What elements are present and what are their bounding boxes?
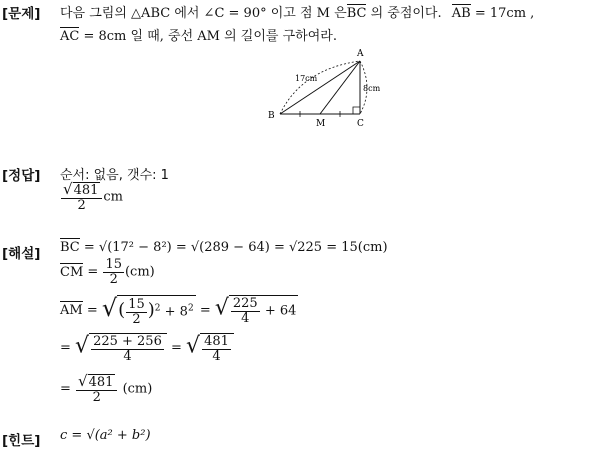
cm-numerator: 15 — [105, 257, 122, 272]
step-denominator-2: 4 — [212, 348, 221, 364]
median-am — [320, 61, 360, 114]
bc-label: BC — [60, 240, 80, 255]
answer-meta: 순서: 없음, 갯수: 1 — [60, 168, 169, 183]
step-numerator-2: 481 — [204, 334, 229, 349]
explanation-line-5: = $\frac{√481}{2}$ (cm) — [60, 372, 153, 405]
answer-radicand: 481 — [73, 183, 99, 198]
problem-question: = 8cm 일 때, 중선 AM 의 길이를 구하여라. — [79, 29, 337, 44]
step-sqrt-1: √ $\frac{225 + 256}{4}$ — [75, 333, 167, 363]
hint-tag: [힌트] — [2, 433, 41, 449]
bc-calculation: = √(17² − 8²) = √(289 − 64) = √225 = 15(cm) — [79, 240, 388, 255]
side-ab — [280, 61, 360, 114]
problem-text-end: 의 중점이다. — [366, 6, 442, 21]
final-radicand: 481 — [88, 375, 114, 390]
am-plus-term: + 8 — [164, 305, 188, 320]
vertex-m-label: M — [316, 119, 326, 129]
ab-length-label: 17cm — [295, 74, 318, 83]
am-sqrt-2: √ $\frac{225}{4}$ + 64 — [214, 295, 297, 326]
explanation-line-4: = √ $\frac{225 + 256}{4}$ = √ $\frac{481}{4}$ — [60, 333, 234, 363]
answer-denominator: 2 — [77, 197, 86, 213]
hint-formula: c = √(a² + b²) — [60, 428, 151, 443]
step-denominator: 4 — [123, 348, 132, 364]
vertex-a-label: A — [357, 49, 364, 59]
am-inner-numerator: 15 — [128, 297, 145, 313]
final-fraction: $\frac{√481}{2}$ — [76, 374, 117, 404]
answer-value — [60, 182, 123, 212]
problem-line-1 — [60, 2, 534, 21]
am-label: AM — [60, 302, 83, 318]
segment-bc: BC — [346, 6, 367, 21]
vertex-b-label: B — [268, 111, 275, 121]
cm-unit: (cm) — [124, 264, 155, 280]
ac-length-label: 8cm — [363, 84, 381, 93]
final-denominator: 2 — [92, 389, 101, 405]
cm-fraction — [103, 258, 124, 286]
am-inner-denominator: 2 — [132, 312, 141, 327]
cm-label: CM — [60, 264, 84, 280]
vertex-c-label: C — [357, 119, 364, 129]
right-angle-mark — [353, 107, 360, 114]
problem-text: 다음 그림의 △ABC 에서 ∠C = 90° 이고 점 M 은 — [60, 6, 347, 21]
ab-value: = 17cm , — [470, 6, 535, 21]
am-denominator: 4 — [241, 310, 250, 326]
segment-ac: AC — [60, 29, 80, 44]
triangle-figure — [262, 44, 392, 134]
explanation-line-3: AM = √( $\frac{15}{2}$ )$^2 + 8^2$ = √ $\frac{225}{4}$ + 64 — [60, 294, 297, 327]
answer-tag: [정답] — [2, 168, 41, 184]
final-unit: (cm) — [122, 381, 153, 397]
step-numerator: 225 + 256 — [93, 334, 162, 349]
am-plus-64: + 64 — [264, 303, 297, 319]
answer-unit: cm — [103, 189, 123, 205]
segment-ab: AB — [451, 6, 471, 21]
explanation-line-1 — [60, 240, 388, 255]
problem-tag: [문제] — [2, 6, 41, 22]
am-sqrt-1: √( $\frac{15}{2}$ )$^2 + 8^2$ — [101, 294, 194, 327]
answer-fraction: $\frac{√481}{2}$ — [61, 182, 102, 212]
explanation-tag: [해설] — [2, 246, 41, 262]
am-numerator: 225 — [232, 296, 258, 312]
cm-denominator: 2 — [109, 271, 118, 287]
explanation-line-2: CM = $\frac{15}{2}$ (cm) — [60, 257, 155, 287]
problem-line-2 — [60, 25, 337, 44]
step-sqrt-2: √ $\frac{481}{4}$ — [186, 333, 234, 363]
